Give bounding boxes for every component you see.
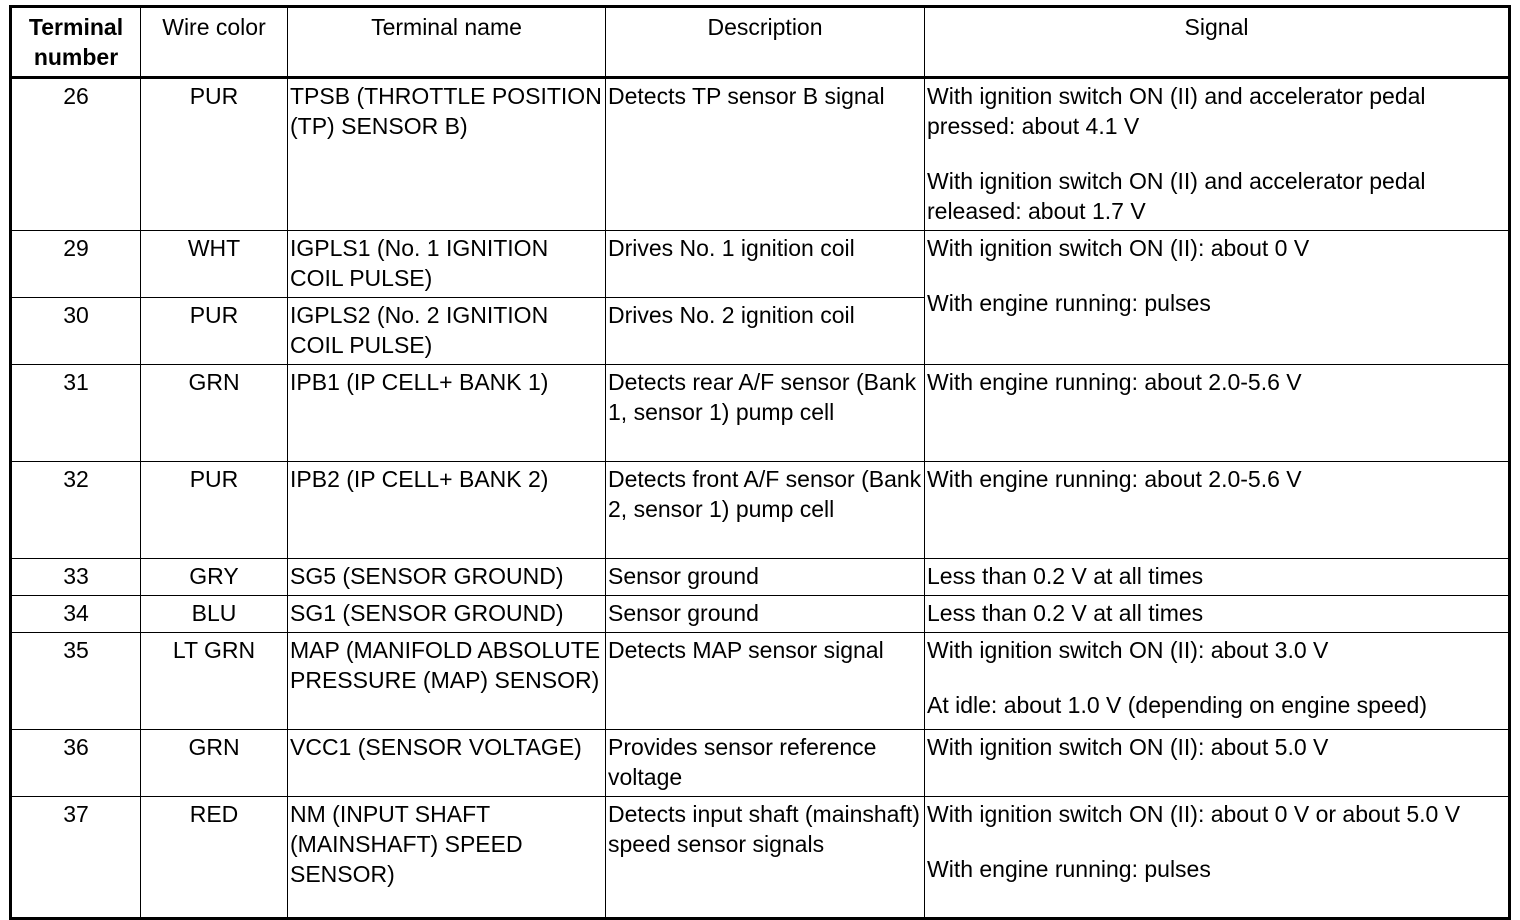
terminal-name: VCC1 (SENSOR VOLTAGE) <box>288 730 606 797</box>
signal-line: With engine running: pulses <box>927 856 1211 882</box>
table-row <box>11 797 1510 919</box>
header-signal: Signal <box>925 7 1510 78</box>
description: Drives No. 1 ignition coil <box>606 231 925 298</box>
wire-color: PUR <box>141 462 288 559</box>
signal <box>925 78 1510 231</box>
terminal-number: 26 <box>11 78 141 231</box>
description: Detects MAP sensor signal <box>606 633 925 730</box>
table-row <box>11 231 1510 298</box>
signal: Less than 0.2 V at all times <box>925 559 1510 596</box>
description: Detects TP sensor B signal <box>606 78 925 231</box>
signal-line: With engine running: pulses <box>927 290 1211 316</box>
terminal-number: 30 <box>11 298 141 365</box>
signal <box>925 231 1510 365</box>
wire-color: GRN <box>141 730 288 797</box>
wire-color: BLU <box>141 596 288 633</box>
terminal-name: SG5 (SENSOR GROUND) <box>288 559 606 596</box>
terminal-number: 34 <box>11 596 141 633</box>
table-row <box>11 559 1510 596</box>
terminal-name: IGPLS1 (No. 1 IGNITION COIL PULSE) <box>288 231 606 298</box>
terminal-name: TPSB (THROTTLE POSITION (TP) SENSOR B) <box>288 78 606 231</box>
terminal-number: 31 <box>11 365 141 462</box>
description: Provides sensor reference voltage <box>606 730 925 797</box>
header-terminal-name: Terminal name <box>288 7 606 78</box>
description: Detects rear A/F sensor (Bank 1, sensor 1) pump cell <box>606 365 925 462</box>
signal-line: With ignition switch ON (II) and accelerator pedal pressed: about 4.1 V <box>927 83 1426 139</box>
table-row <box>11 78 1510 231</box>
terminal-number: 36 <box>11 730 141 797</box>
terminal-number: 35 <box>11 633 141 730</box>
description: Detects input shaft (mainshaft) speed sensor signals <box>606 797 925 919</box>
description: Sensor ground <box>606 596 925 633</box>
terminal-table <box>9 5 1511 920</box>
terminal-number: 33 <box>11 559 141 596</box>
signal-line: At idle: about 1.0 V (depending on engine speed) <box>927 692 1427 718</box>
wire-color: LT GRN <box>141 633 288 730</box>
signal-line: With ignition switch ON (II): about 3.0 V <box>927 637 1329 663</box>
signal-line: With ignition switch ON (II) and accelerator pedal released: about 1.7 V <box>927 168 1426 224</box>
header-terminal-number: Terminal number <box>11 7 141 78</box>
table-row <box>11 462 1510 559</box>
signal: With ignition switch ON (II): about 5.0 V <box>925 730 1510 797</box>
terminal-name: SG1 (SENSOR GROUND) <box>288 596 606 633</box>
wire-color: RED <box>141 797 288 919</box>
table-row <box>11 730 1510 797</box>
terminal-name: MAP (MANIFOLD ABSOLUTE PRESSURE (MAP) SENSOR) <box>288 633 606 730</box>
description: Sensor ground <box>606 559 925 596</box>
signal-line: With ignition switch ON (II): about 0 V <box>927 235 1310 261</box>
signal <box>925 797 1510 919</box>
terminal-name: NM (INPUT SHAFT (MAINSHAFT) SPEED SENSOR) <box>288 797 606 919</box>
header-wire-color: Wire color <box>141 7 288 78</box>
wire-color: PUR <box>141 298 288 365</box>
signal <box>925 633 1510 730</box>
terminal-name: IPB1 (IP CELL+ BANK 1) <box>288 365 606 462</box>
terminal-name: IPB2 (IP CELL+ BANK 2) <box>288 462 606 559</box>
signal: Less than 0.2 V at all times <box>925 596 1510 633</box>
signal-line: With ignition switch ON (II): about 0 V or about 5.0 V <box>927 801 1461 827</box>
terminal-number: 37 <box>11 797 141 919</box>
terminal-name: IGPLS2 (No. 2 IGNITION COIL PULSE) <box>288 298 606 365</box>
table-row <box>11 633 1510 730</box>
wire-color: GRY <box>141 559 288 596</box>
terminal-number: 32 <box>11 462 141 559</box>
terminal-number: 29 <box>11 231 141 298</box>
wire-color: GRN <box>141 365 288 462</box>
description: Detects front A/F sensor (Bank 2, sensor 1) pump cell <box>606 462 925 559</box>
description: Drives No. 2 ignition coil <box>606 298 925 365</box>
header-description: Description <box>606 7 925 78</box>
wire-color: PUR <box>141 78 288 231</box>
signal: With engine running: about 2.0-5.6 V <box>925 462 1510 559</box>
signal: With engine running: about 2.0-5.6 V <box>925 365 1510 462</box>
wire-color: WHT <box>141 231 288 298</box>
header-row <box>11 7 1510 78</box>
table-row <box>11 365 1510 462</box>
table-row <box>11 596 1510 633</box>
